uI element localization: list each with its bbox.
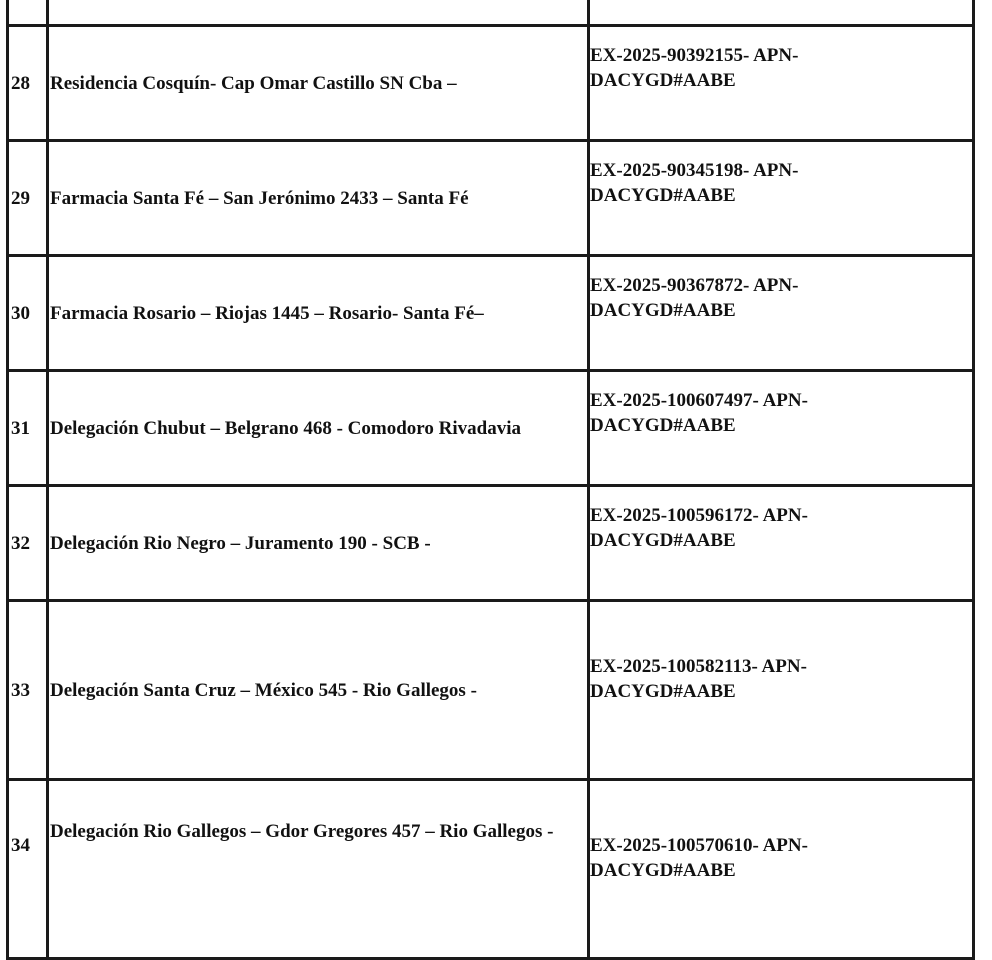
cell-description: Delegación Rio Gallegos – Gdor Gregores 457 – Rio Gallegos -: [48, 780, 589, 959]
expediente-line-1: EX-2025-90345198- APN-: [590, 160, 799, 181]
table-row: [8, 141, 974, 256]
expediente-line-2: DACYGD#AABE: [590, 860, 736, 881]
cell-description: [48, 0, 589, 26]
table-row: [8, 486, 974, 601]
cell-number: 32: [8, 486, 48, 601]
cell-expediente: [589, 486, 974, 601]
cell-number: 34: [8, 780, 48, 959]
cell-number: [8, 0, 48, 26]
expediente-line-2: DACYGD#AABE: [590, 415, 736, 436]
table-row: [8, 256, 974, 371]
cell-number: 30: [8, 256, 48, 371]
cell-description: Farmacia Santa Fé – San Jerónimo 2433 – Santa Fé: [48, 141, 589, 256]
expediente-line-2: DACYGD#AABE: [590, 530, 736, 551]
cell-expediente: [589, 0, 974, 26]
cell-expediente: [589, 601, 974, 780]
expediente-line-2: DACYGD#AABE: [590, 681, 736, 702]
cell-description: Farmacia Rosario – Riojas 1445 – Rosario- Santa Fé–: [48, 256, 589, 371]
cell-number: 31: [8, 371, 48, 486]
expediente-line-1: EX-2025-90367872- APN-: [590, 275, 799, 296]
expediente-line-2: DACYGD#AABE: [590, 70, 736, 91]
expediente-line-1: EX-2025-100570610- APN-: [590, 835, 808, 856]
cell-number: 29: [8, 141, 48, 256]
table-row-partial: [8, 0, 974, 26]
expediente-line-1: EX-2025-100596172- APN-: [590, 505, 808, 526]
cell-expediente: [589, 780, 974, 959]
expediente-line-1: EX-2025-100582113- APN-: [590, 656, 807, 677]
cell-expediente: [589, 371, 974, 486]
table-row: [8, 371, 974, 486]
cell-description: Delegación Chubut – Belgrano 468 - Comodoro Rivadavia: [48, 371, 589, 486]
expediente-line-1: EX-2025-90392155- APN-: [590, 45, 799, 66]
expediente-line-2: DACYGD#AABE: [590, 300, 736, 321]
cell-number: 28: [8, 26, 48, 141]
expediente-line-1: EX-2025-100607497- APN-: [590, 390, 808, 411]
table-row: [8, 780, 974, 959]
locations-table: [6, 0, 975, 960]
table-row: [8, 26, 974, 141]
cell-expediente: [589, 256, 974, 371]
cell-expediente: [589, 26, 974, 141]
cell-expediente: [589, 141, 974, 256]
cell-description: Delegación Rio Negro – Juramento 190 - SCB -: [48, 486, 589, 601]
cell-description: Residencia Cosquín- Cap Omar Castillo SN Cba –: [48, 26, 589, 141]
table-row: [8, 601, 974, 780]
cell-number: 33: [8, 601, 48, 780]
expediente-line-2: DACYGD#AABE: [590, 185, 736, 206]
cell-description: Delegación Santa Cruz – México 545 - Rio Gallegos -: [48, 601, 589, 780]
